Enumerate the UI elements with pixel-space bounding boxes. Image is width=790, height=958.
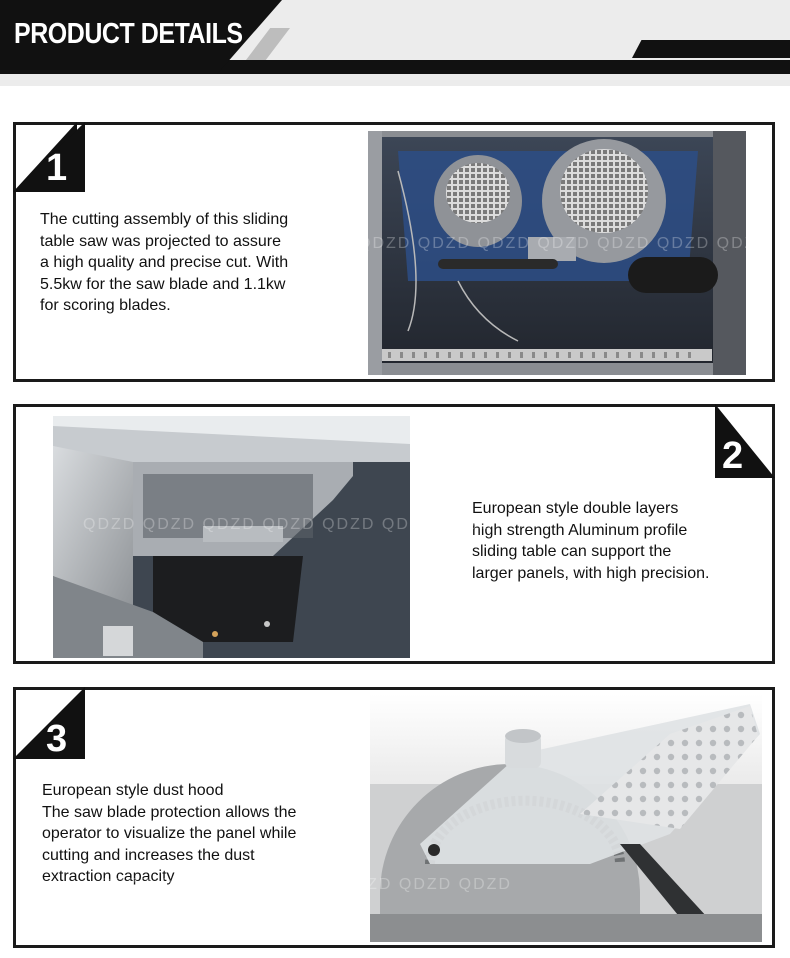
header-stripe-bottom [155,60,790,74]
page-title: PRODUCT DETAILS [14,18,243,50]
feature-number: 3 [46,718,68,760]
feature-description: European style double layers high strength Aluminum profile sliding table can support the larger panels, with high precision. [472,500,710,582]
feature-panel-3 [13,687,775,948]
feature-number: 2 [722,435,744,477]
motor-assembly-illustration [368,131,746,375]
watermark: QDZD QDZD QDZD QDZD QDZD QDZD QDZD [83,516,495,533]
dust-hood-illustration [370,694,762,942]
feature-photo-motor [358,131,770,375]
watermark: QDZD QDZD QDZD QDZD QDZD QDZD QDZD [358,235,770,252]
header-stripe-right [632,40,790,58]
feature-description: European style dust hood The saw blade protection allows the operator to visualize the panel while cutting and increases the dust extraction capacity [42,782,297,885]
aluminum-profile-illustration [53,416,410,658]
feature-description: The cutting assembly of this sliding table saw was projected to assure a high quality and precise cut. With 5.5kw for the saw blade and 1.1kw for scoring blades. [40,211,289,314]
watermark: QDZD QDZD QDZD QDZD QDZD QDZD QDZD [100,876,512,893]
feature-panel-2 [13,404,775,664]
feature-panel-1 [13,122,775,382]
header-banner [0,0,790,86]
feature-number: 1 [46,147,68,189]
feature-photo-sliding-table [53,416,495,658]
